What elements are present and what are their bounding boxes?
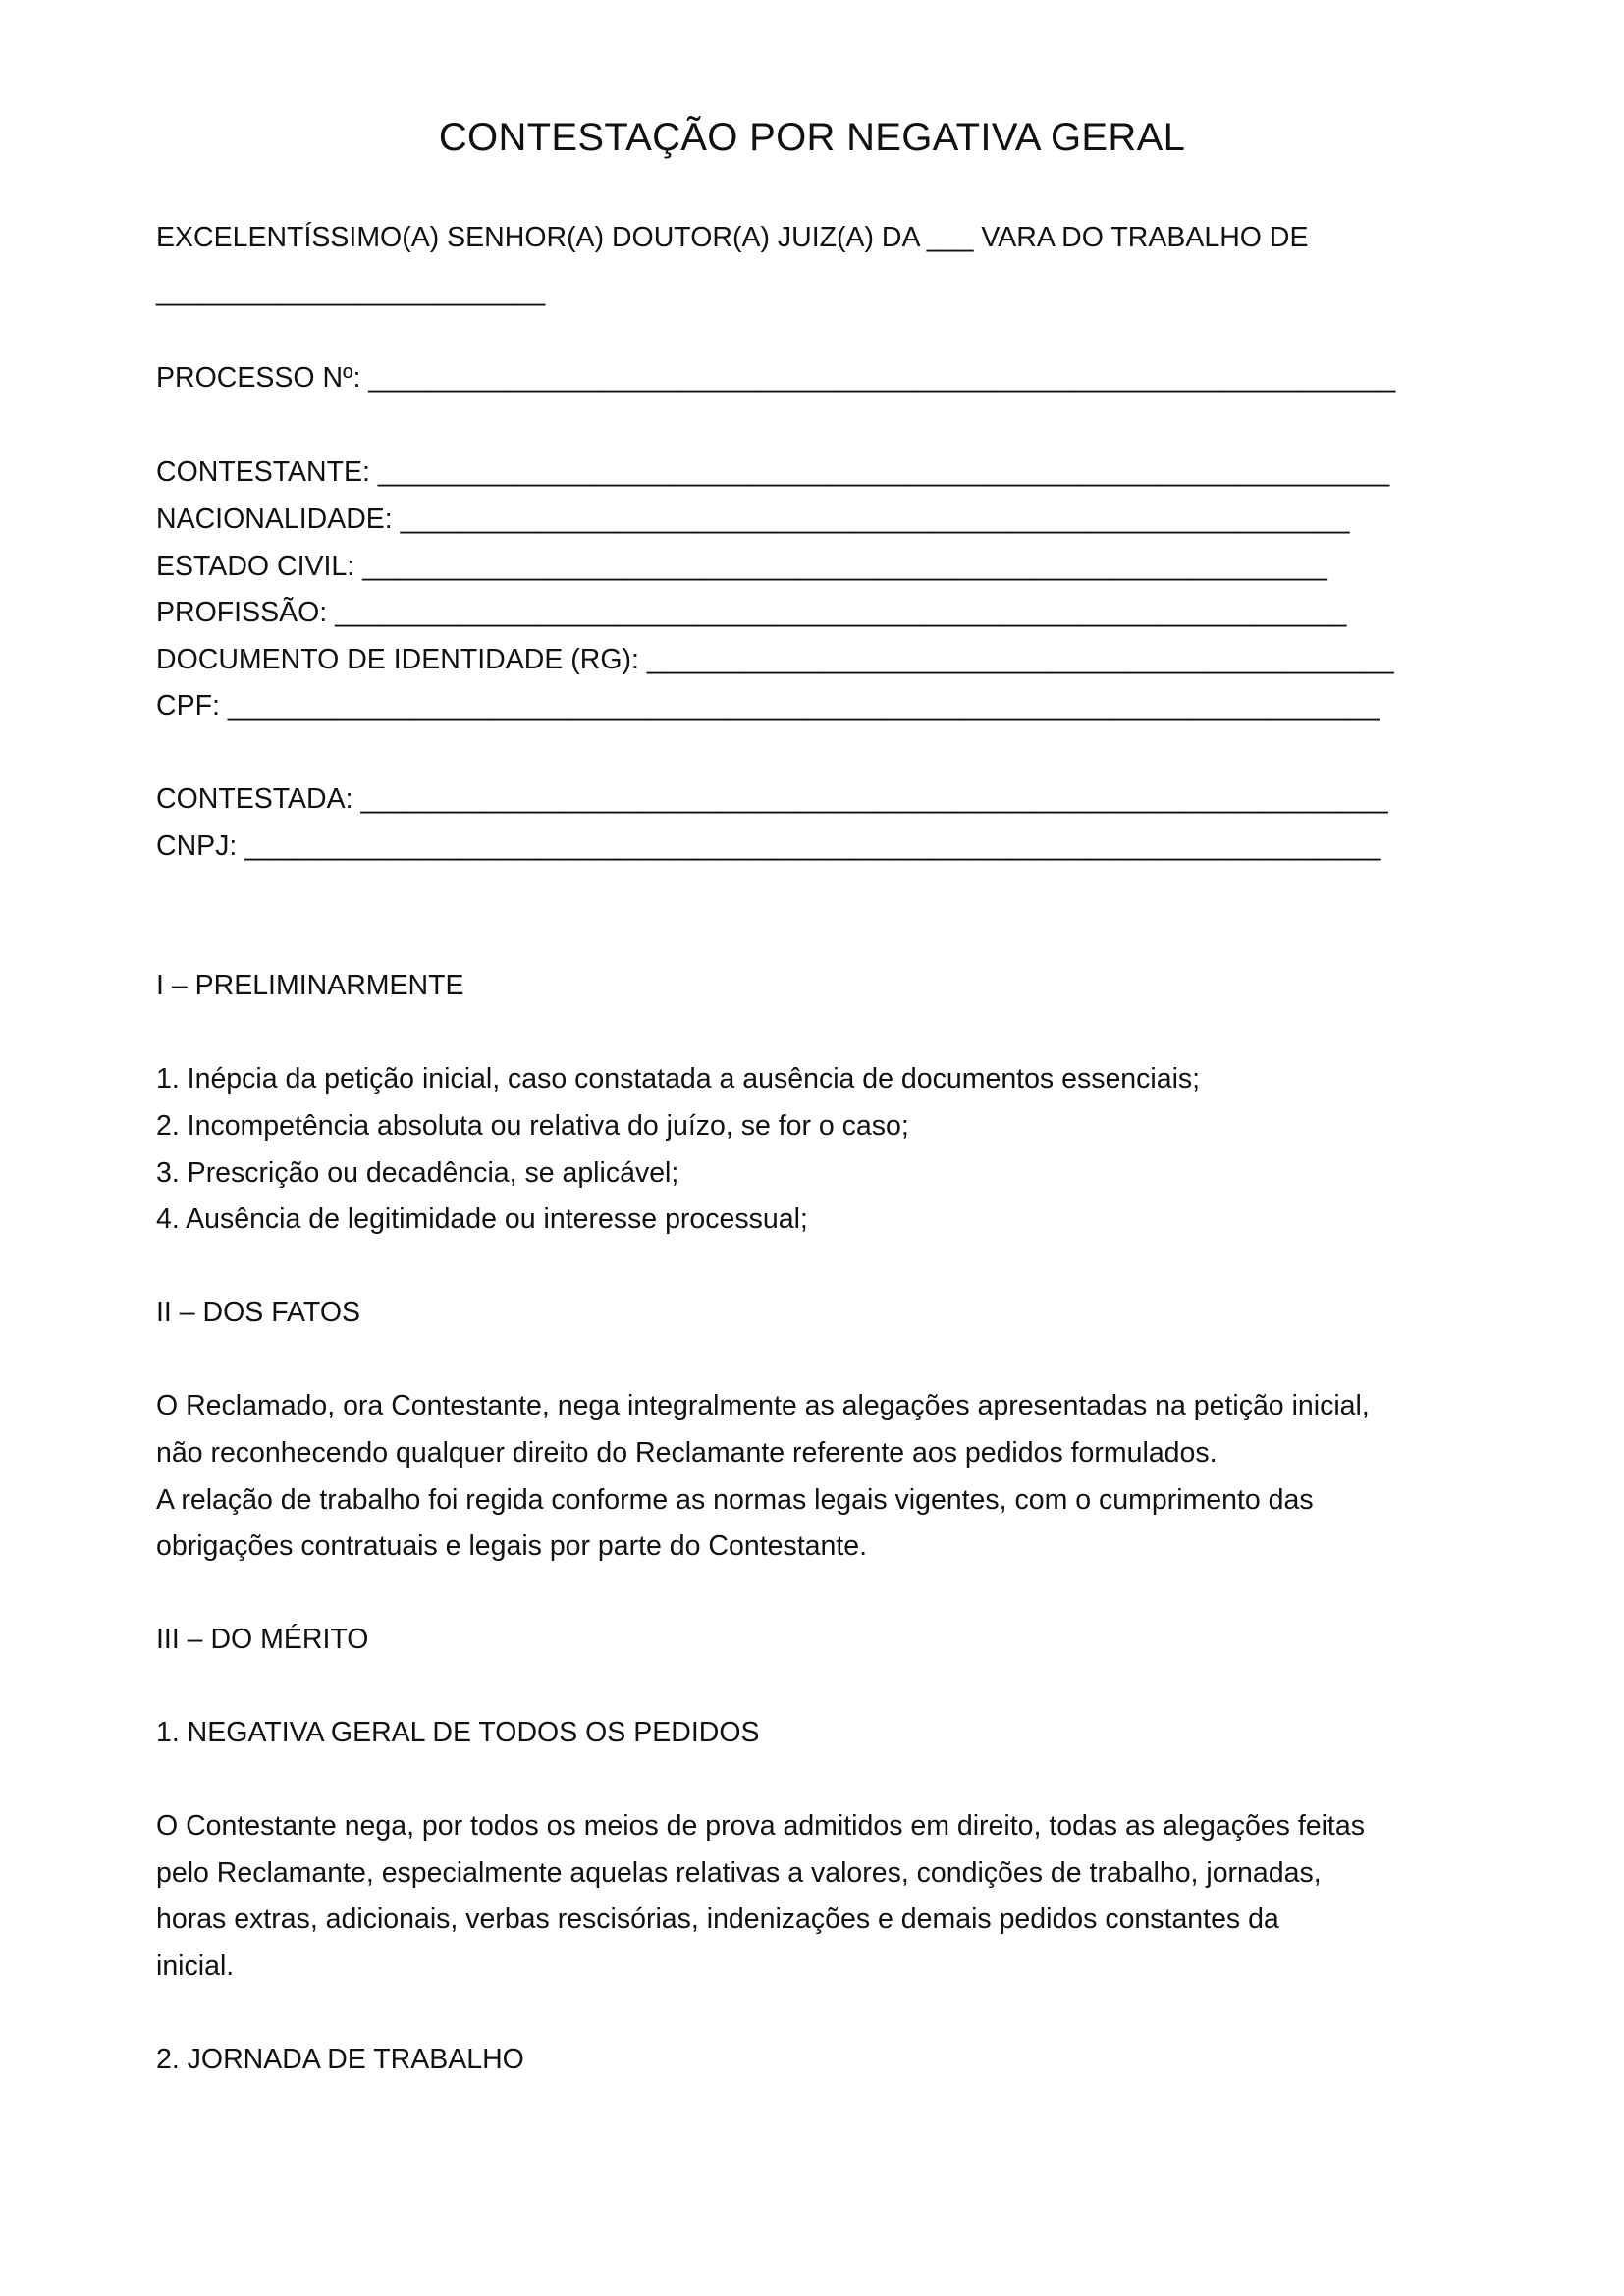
preliminary-item-4: 4. Ausência de legitimidade ou interesse processual; [156, 1203, 808, 1235]
facts-paragraph-line: A relação de trabalho foi regida conforme as normas legais vigentes, com o cumprimento das [156, 1484, 1314, 1516]
document-title: CONTESTAÇÃO POR NEGATIVA GERAL [438, 116, 1186, 159]
process-number-field: PROCESSO Nº: __________________________________________________________________ [156, 362, 1396, 394]
contested-name-field: CONTESTADA: __________________________________________________________________ [156, 783, 1388, 815]
section-heading-merit: III – DO MÉRITO [156, 1624, 369, 1655]
general-denial-paragraph-line: inicial. [156, 1950, 235, 1982]
general-denial-paragraph-line: O Contestante nega, por todos os meios de prova admitidos em direito, todas as alegações feitas [156, 1810, 1365, 1842]
general-denial-paragraph-line: pelo Reclamante, especialmente aquelas relativas a valores, condições de trabalho, jornadas, [156, 1857, 1322, 1889]
merit-subheading-working-hours: 2. JORNADA DE TRABALHO [156, 2044, 524, 2075]
contestant-nationality-field: NACIONALIDADE: _____________________________________________________________ [156, 504, 1350, 535]
merit-subheading-general-denial: 1. NEGATIVA GERAL DE TODOS OS PEDIDOS [156, 1717, 760, 1748]
contestant-id-document-field: DOCUMENTO DE IDENTIDADE (RG): ________________________________________________ [156, 644, 1394, 675]
contestant-profession-field: PROFISSÃO: _________________________________________________________________ [156, 597, 1347, 628]
contestant-cpf-field: CPF: __________________________________________________________________________ [156, 690, 1380, 721]
addressee-line-2: _________________________ [156, 276, 546, 307]
section-heading-preliminary: I – PRELIMINARMENTE [156, 970, 464, 1001]
general-denial-paragraph-line: horas extras, adicionais, verbas rescisórias, indenizações e demais pedidos constantes da [156, 1903, 1279, 1935]
preliminary-item-3: 3. Prescrição ou decadência, se aplicável; [156, 1157, 679, 1189]
preliminary-item-1: 1. Inépcia da petição inicial, caso constatada a ausência de documentos essenciais; [156, 1063, 1201, 1095]
section-heading-facts: II – DOS FATOS [156, 1297, 361, 1328]
contested-cnpj-field: CNPJ: _________________________________________________________________________ [156, 830, 1381, 862]
contestant-marital-status-field: ESTADO CIVIL: ______________________________________________________________ [156, 551, 1327, 582]
contestant-name-field: CONTESTANTE: _________________________________________________________________ [156, 456, 1390, 488]
addressee-line-1: EXCELENTÍSSIMO(A) SENHOR(A) DOUTOR(A) JUIZ(A) DA ___ VARA DO TRABALHO DE [156, 222, 1309, 253]
preliminary-item-2: 2. Incompetência absoluta ou relativa do juízo, se for o caso; [156, 1110, 909, 1142]
facts-paragraph-line: não reconhecendo qualquer direito do Reclamante referente aos pedidos formulados. [156, 1437, 1218, 1468]
facts-paragraph-line: obrigações contratuais e legais por parte do Contestante. [156, 1530, 868, 1562]
facts-paragraph-line: O Reclamado, ora Contestante, nega integralmente as alegações apresentadas na petição inicial, [156, 1390, 1370, 1421]
